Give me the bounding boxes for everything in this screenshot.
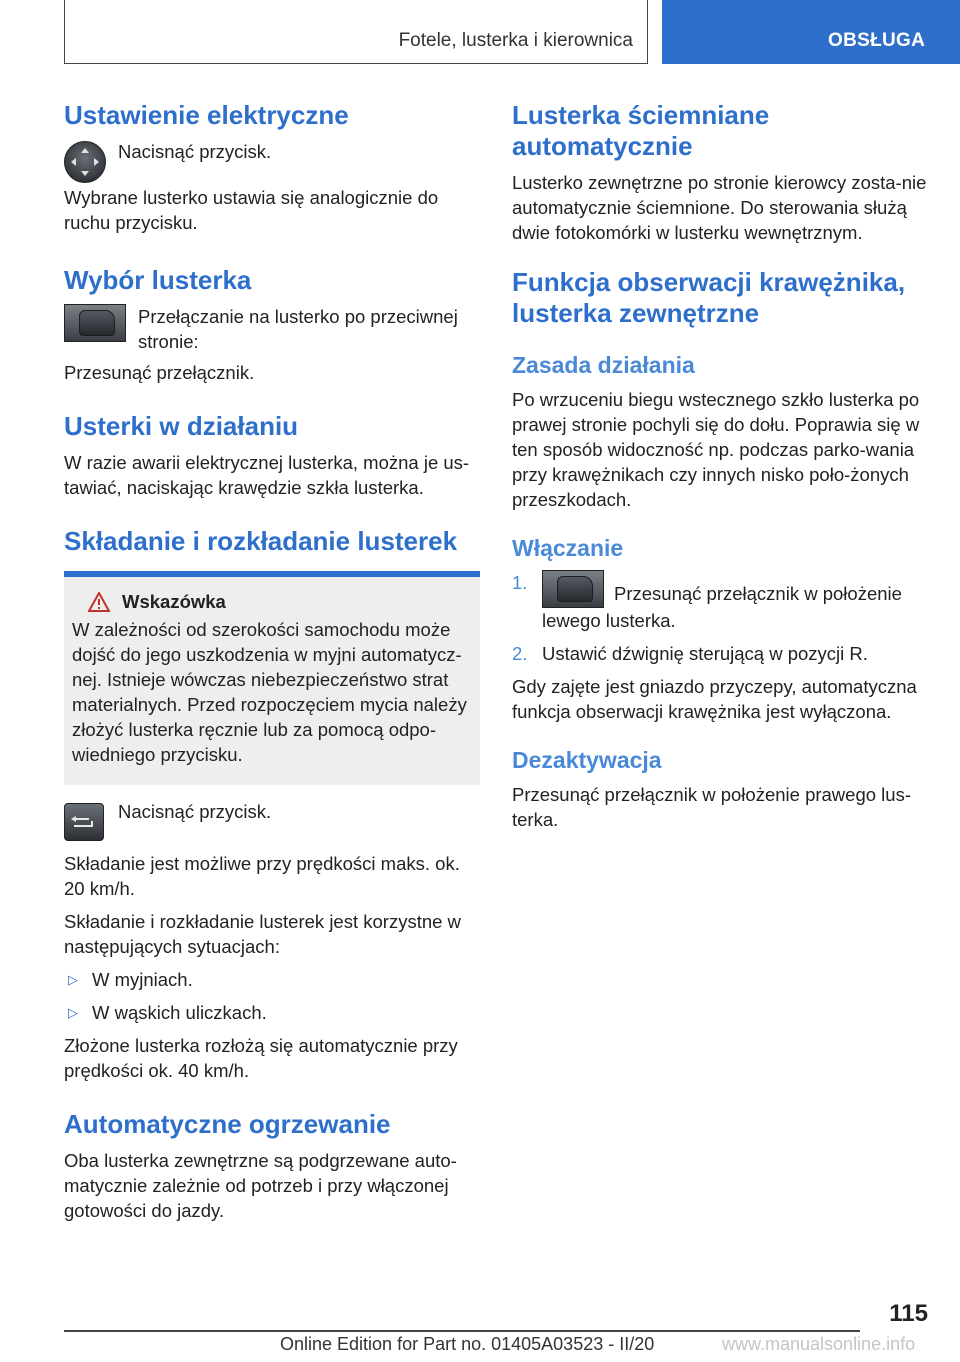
- mirror-selector-switch-icon: [542, 570, 604, 608]
- fold-speed-text: Składanie jest możliwe przy prędkości maks. ok. 20 km/h.: [64, 853, 460, 899]
- mirror-selector-switch-icon: [64, 304, 126, 342]
- list-item: 2. Ustawić dźwignię sterującą w pozycji R.: [512, 643, 868, 664]
- list-item: 1. Przesunąć przełącznik w położenie lewego lusterka.: [512, 572, 902, 631]
- list-item: ▷ W myjniach.: [68, 969, 193, 990]
- selector-text: Przełączanie na lusterko po przeciwnej stronie:: [138, 306, 458, 352]
- trailer-note-text: Gdy zajęte jest gniazdo przyczepy, automatyczna funkcja obserwacji krawężnika jest wyłączona.: [512, 676, 917, 722]
- chapter-title: Fotele, lusterka i kierownica: [398, 30, 633, 51]
- bullet-triangle-icon: ▷: [68, 1005, 78, 1020]
- selector-action: Przesunąć przełącznik.: [64, 362, 255, 383]
- section-tab: [662, 0, 960, 64]
- fold-situations-text: Składanie i rozkładanie lusterek jest korzystne w następujących sytuacjach:: [64, 911, 461, 957]
- notice-label: Wskazówka: [122, 591, 226, 612]
- heading-auto-heating: Automatyczne ogrzewanie: [64, 1109, 391, 1139]
- warning-triangle-icon: [88, 592, 110, 612]
- fold-press-text: Nacisnąć przycisk.: [118, 801, 272, 822]
- bullet-triangle-icon: ▷: [68, 972, 78, 987]
- running-header: [64, 0, 648, 64]
- mirror-adjust-button-icon: [64, 141, 106, 183]
- heating-text: Oba lusterka zewnętrzne są podgrzewane auto-matycznie zależnie od potrzeb i przy włączonej gotowości do jazdy.: [64, 1150, 457, 1221]
- subheading-activation: Włączanie: [512, 535, 624, 561]
- adjust-description: Wybrane lusterko ustawia się analogicznie do ruchu przycisku.: [64, 187, 439, 233]
- deactivation-text: Przesunąć przełącznik w położenie prawego lus-terka.: [512, 784, 911, 830]
- heading-electric-adjustment: Ustawienie elektryczne: [64, 100, 349, 130]
- edition-text: Online Edition for Part no. 01405A03523 - II/20: [280, 1334, 655, 1354]
- heading-auto-dimming: Lusterka ściemniane automatycznie: [512, 100, 770, 161]
- malfunction-text: W razie awarii elektrycznej lusterka, można je us-tawiać, naciskając krawędzie szkła lusterka.: [64, 452, 470, 498]
- dimming-text: Lusterko zewnętrzne po stronie kierowcy zosta-nie automatycznie ściemnione. Do sterowania służą dwie fotokomórki w lusterku wewnętrznym.: [512, 172, 927, 243]
- adjust-button-row: [64, 139, 480, 183]
- section-tab-label: OBSŁUGA: [828, 30, 926, 51]
- heading-mirror-selection: Wybór lusterka: [64, 265, 252, 295]
- page-number: 115: [889, 1300, 928, 1327]
- adjust-press-text: Nacisnąć przycisk.: [118, 141, 272, 162]
- list-item: ▷ W wąskich uliczkach.: [68, 1002, 267, 1023]
- watermark-text: www.manualsonline.info: [722, 1334, 916, 1354]
- subheading-deactivation: Dezaktywacja: [512, 747, 662, 773]
- notice-header: [72, 591, 472, 613]
- right-column: [512, 100, 928, 840]
- footer-rule: [64, 1330, 860, 1332]
- subheading-principle: Zasada działania: [512, 352, 695, 378]
- heading-curb-view: Funkcja obserwacji krawężnika, lusterka zewnętrzne: [512, 267, 906, 328]
- fold-button-row: [64, 801, 480, 841]
- left-column: [64, 100, 480, 1231]
- mirror-fold-button-icon: [64, 803, 104, 841]
- heading-malfunction: Usterki w działaniu: [64, 411, 299, 441]
- heading-folding: Składanie i rozkładanie lusterek: [64, 526, 458, 556]
- fold-situations-list: [64, 967, 480, 1025]
- unfold-speed-text: Złożone lusterka rozłożą się automatycznie przy prędkości ok. 40 km/h.: [64, 1035, 458, 1081]
- notice-text: W zależności od szerokości samochodu może dojść do jego uszkodzenia w myjni automatycz-nej. Istnieje wówczas niebezpieczeństwo strat materialnych. Przed rozpoczęciem mycia należy złożyć lusterka ręcznie lub za pomocą odpo-wiedniego przycisku.: [72, 619, 467, 765]
- principle-text: Po wrzuceniu biegu wstecznego szkło lusterka po prawej stronie pochyli się do dołu. Poprawia się w ten sposób widoczność np. podczas parko-wania przy krawężnikach czy innych nisko poło-żonych przeszkodach.: [512, 389, 920, 510]
- selector-row: [64, 304, 480, 354]
- notice-box: [64, 577, 480, 785]
- activation-steps: [512, 570, 928, 666]
